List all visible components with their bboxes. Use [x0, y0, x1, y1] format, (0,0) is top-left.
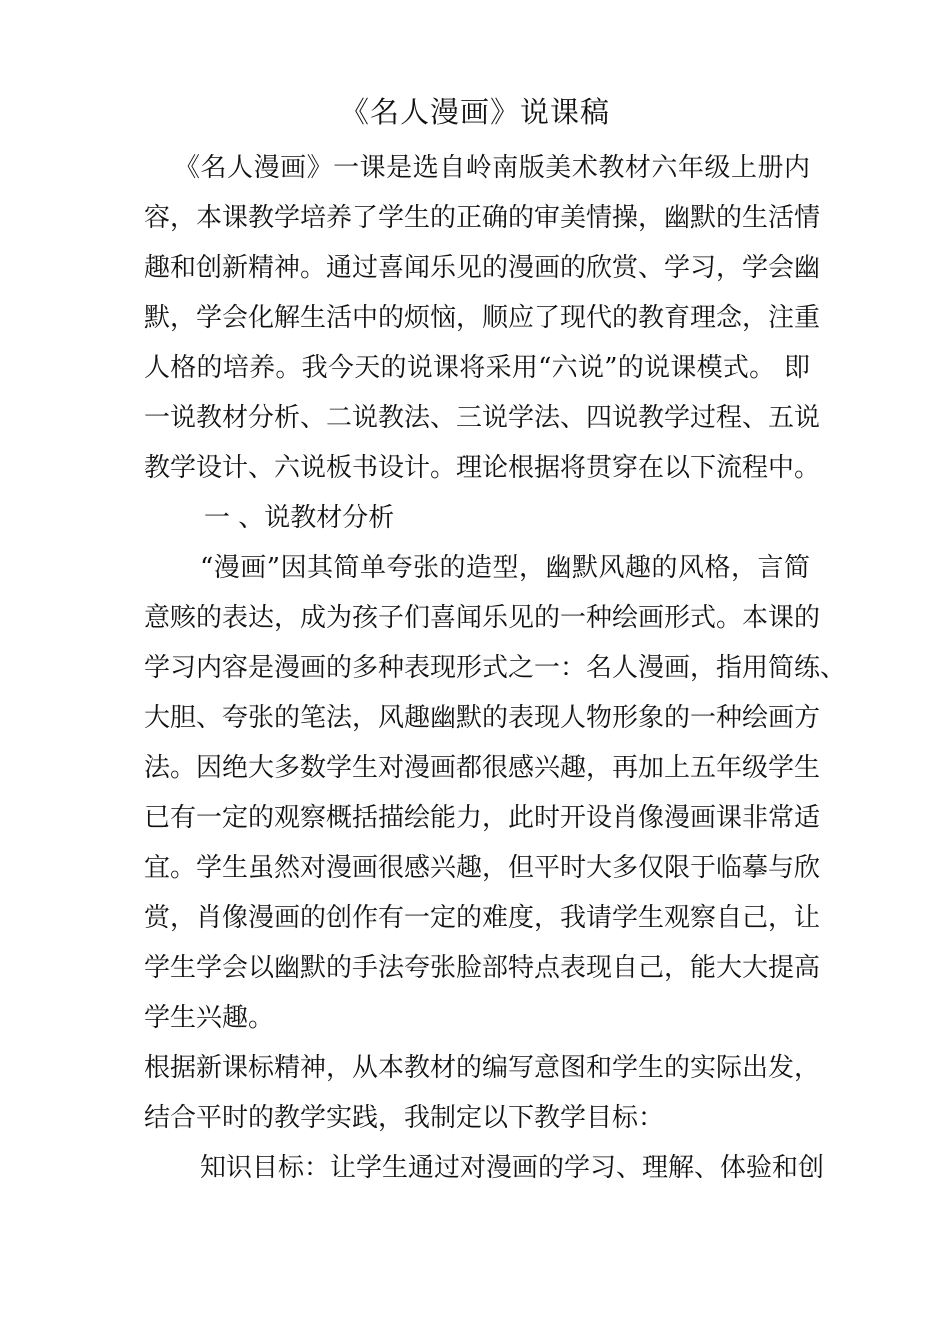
text-line: 大胆、夸张的笔法，风趣幽默的表现人物形象的一种绘画方: [144, 703, 821, 733]
text-line: 趣和创新精神。通过喜闻乐见的漫画的欣赏、学习，学会幽: [144, 253, 821, 283]
text-line: 法。因绝大多数学生对漫画都很感兴趣，再加上五年级学生: [144, 753, 821, 783]
text-line: 宜。学生虽然对漫画很感兴趣，但平时大多仅限于临摹与欣: [144, 853, 821, 883]
text-line: 学生兴趣。: [144, 1003, 275, 1033]
paragraph-intro: [144, 143, 821, 493]
text-line: 结合平时的教学实践，我制定以下教学目标：: [144, 1103, 665, 1133]
paragraph-objectives-intro: [144, 1043, 821, 1143]
text-line: 已有一定的观察概括描绘能力，此时开设肖像漫画课非常适: [144, 803, 821, 833]
text-line: 知识目标：让学生通过对漫画的学习、理解、体验和创: [200, 1153, 825, 1183]
text-line: 学习内容是漫画的多种表现形式之一：名人漫画，指用简练、: [144, 653, 847, 683]
document-body: [144, 143, 847, 1193]
text-line: 默，学会化解生活中的烦恼，顺应了现代的教育理念，注重: [144, 303, 821, 333]
text-line: 赏，肖像漫画的创作有一定的难度，我请学生观察自己，让: [144, 903, 821, 933]
page-title: 《名人漫画》说课稿: [339, 95, 610, 129]
text-line: 根据新课标精神，从本教材的编写意图和学生的实际出发，: [144, 1053, 821, 1083]
text-line: 容，本课教学培养了学生的正确的审美情操，幽默的生活情: [144, 203, 821, 233]
text-line: 教学设计、六说板书设计。理论根据将贯穿在以下流程中。: [144, 453, 821, 483]
text-line: 学生学会以幽默的手法夸张脸部特点表现自己，能大大提高: [144, 953, 821, 983]
text-line: “漫画”因其简单夸张的造型，幽默风趣的风格，言简: [200, 553, 810, 583]
heading-line: 一 、说教材分析: [204, 503, 395, 533]
text-line: 意赅的表达，成为孩子们喜闻乐见的一种绘画形式。本课的: [144, 603, 821, 633]
paragraph-knowledge-goal: [144, 1143, 825, 1193]
paragraph-analysis: [144, 543, 847, 1043]
section-heading: [144, 493, 810, 543]
text-line: 人格的培养。我今天的说课将采用“六说”的说课模式。 即: [144, 353, 810, 383]
text-line: 一说教材分析、二说教法、三说学法、四说教学过程、五说: [144, 403, 821, 433]
text-line: 《名人漫画》一课是选自岭南版美术教材六年级上册内: [174, 153, 810, 183]
